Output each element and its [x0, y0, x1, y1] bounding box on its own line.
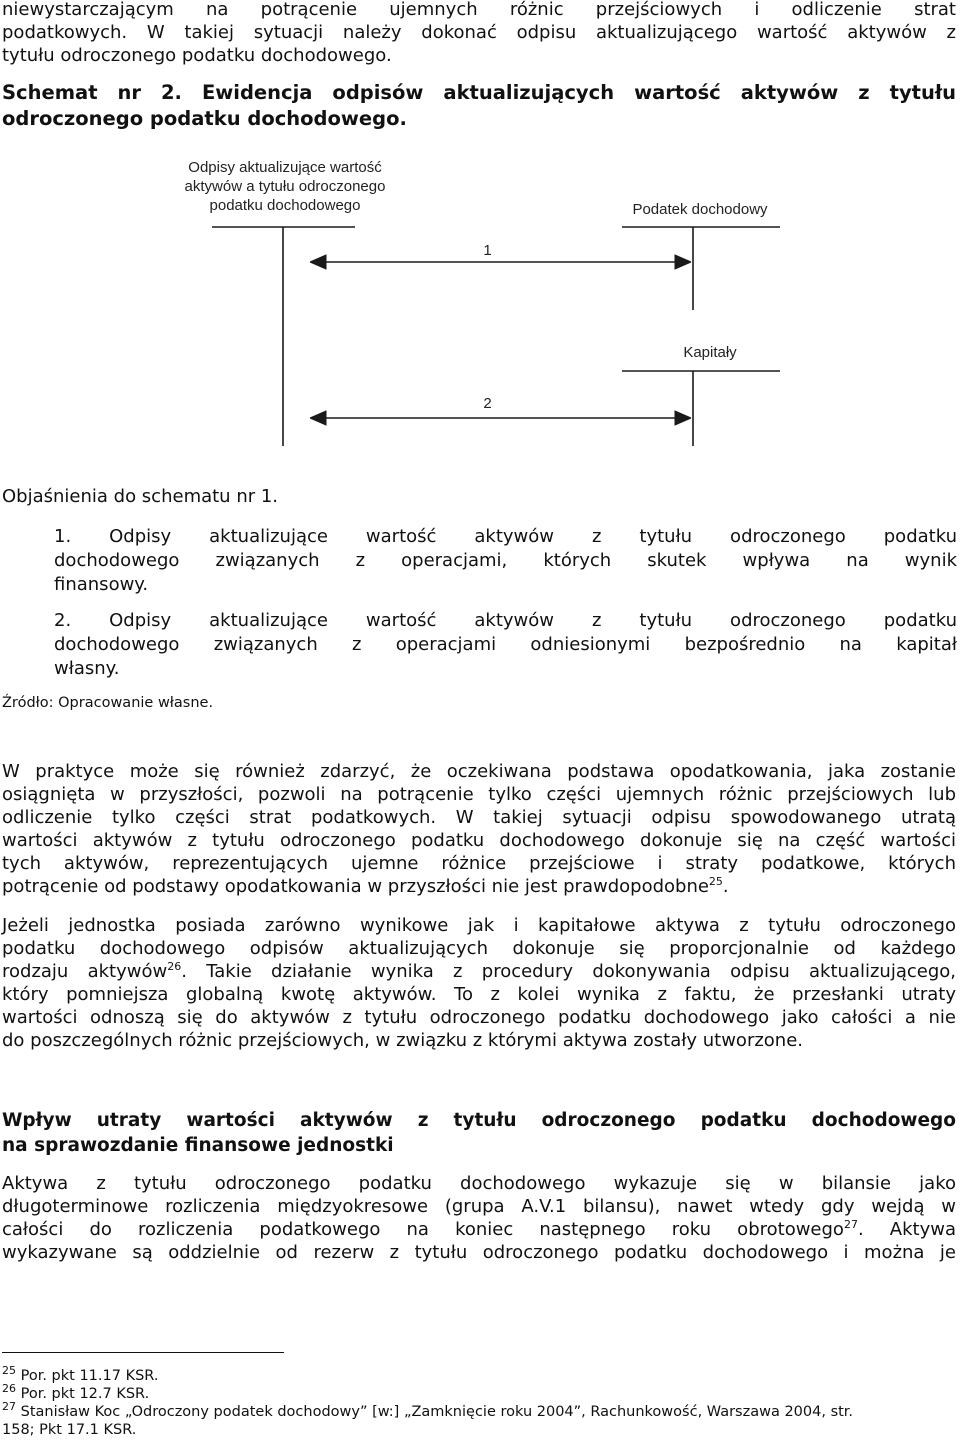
section-heading-line-2: na sprawozdanie finansowe jednostki	[2, 1135, 394, 1156]
account-tax-title: Podatek dochodowy	[632, 201, 768, 218]
practice-line-6-text: potrącenie od podstawy opodatkowania w przyszłości nie jest prawdopodobne	[2, 876, 709, 897]
footnote-number-26: 26	[2, 1382, 16, 1396]
both-line-2: podatku dochodowego odpisów aktualizujących dokonuje się proporcjonalnie od każdego	[2, 938, 956, 959]
top-paragraph-line-1: niewystarczającym na potrącenie ujemnych różnic przejściowych i odliczenie strat	[2, 0, 956, 20]
footnote-text-25: Por. pkt 11.17 KSR.	[20, 1368, 159, 1384]
top-paragraph-line-3: tytułu odroczonego podatku dochodowego.	[2, 45, 392, 66]
practice-line-6	[2, 875, 956, 898]
footnote-27-continued: 158; Pkt 17.1 KSR.	[2, 1422, 137, 1438]
footnote-separator	[2, 1352, 284, 1353]
both-line-4: który pomniejsza globalną kwotę aktywów. To z kolei wynika z faktu, że przesłanki utraty	[2, 984, 956, 1005]
source-note: Źródło: Opracowanie własne.	[2, 695, 214, 711]
footnote-27	[2, 1400, 956, 1421]
footnote-ref-25[interactable]: 25	[708, 875, 723, 888]
diagram-lines	[150, 150, 810, 455]
both-line-1: Jeżeli jednostka posiada zarówno wynikowe jak i kapitałowe aktywa z tytułu odroczonego	[2, 915, 956, 936]
top-paragraph-line-2: podatkowych. W takiej sytuacji należy dokonać odpisu aktualizującego wartość aktywów z	[2, 22, 956, 43]
both-line-3	[2, 960, 956, 983]
explanation-2-line-3: własny.	[54, 658, 120, 679]
section-line-2: długoterminowe rozliczenia międzyokresowe (grupa A.V.1 bilansu), nawet wtedy gdy wejdą w	[2, 1196, 956, 1217]
footnote-text-26: Por. pkt 12.7 KSR.	[20, 1386, 150, 1402]
schemat-title-line-2: odroczonego podatku dochodowego.	[2, 107, 407, 130]
account-left-title-line: podatku dochodowego	[209, 197, 361, 214]
practice-line-4: wartości aktywów z tytułu odroczonego podatku dochodowego dokonuje się na część wartości	[2, 830, 956, 851]
explanation-2-line-2: dochodowego związanych z operacjami odniesionymi bezpośrednio na kapitał	[54, 634, 957, 655]
arrow-1-head-right	[675, 255, 691, 269]
arrow-2-head-right	[675, 411, 691, 425]
section-line-1: Aktywa z tytułu odroczonego podatku dochodowego wykazuje się w bilansie jako	[2, 1173, 956, 1194]
practice-line-2: osiągnięta w przyszłości, pozwoli na potrącenie tylko części ujemnych różnic przejściowych lub	[2, 784, 956, 805]
explanations-heading: Objaśnienia do schematu nr 1.	[2, 486, 279, 507]
account-diagram	[150, 150, 810, 455]
schemat-title-line-1: Schemat nr 2. Ewidencja odpisów aktualizujących wartość aktywów z tytułu	[2, 81, 956, 104]
arrow-2-head-left	[310, 411, 326, 425]
both-line-3-before: rodzaju aktywów	[2, 961, 168, 982]
practice-line-5: tych aktywów, reprezentujących ujemne różnice przejściowe i straty podatkowe, których	[2, 853, 956, 874]
account-left-title-line: Odpisy aktualizujące wartość	[188, 159, 382, 176]
arrow-1-label: 1	[483, 242, 492, 259]
arrow-2-label: 2	[483, 395, 492, 412]
both-line-5: wartości odnoszą się do aktywów z tytułu odroczonego podatku dochodowego jako całości a nie	[2, 1007, 956, 1028]
practice-line-3: odliczenie tylko części strat podatkowych. W takiej sytuacji odpisu spowodowanego utratą	[2, 807, 956, 828]
explanation-2-line-1: 2. Odpisy aktualizujące wartość aktywów z tytułu odroczonego podatku	[54, 610, 957, 631]
footnote-number-25: 25	[2, 1364, 16, 1378]
footnote-ref-27[interactable]: 27	[843, 1218, 858, 1231]
section-line-3-after: . Aktywa	[857, 1219, 956, 1240]
arrow-1-head-left	[310, 255, 326, 269]
explanation-1-line-2: dochodowego związanych z operacjami, których skutek wpływa na wynik	[54, 550, 957, 571]
practice-line-1: W praktyce może się również zdarzyć, że oczekiwana podstawa opodatkowania, jaka zostanie	[2, 761, 956, 782]
explanation-1-line-1: 1. Odpisy aktualizujące wartość aktywów z tytułu odroczonego podatku	[54, 526, 957, 547]
section-heading-line-1: Wpływ utraty wartości aktywów z tytułu odroczonego podatku dochodowego	[2, 1110, 956, 1131]
footnote-number-27: 27	[2, 1400, 16, 1414]
section-line-3-before: całości do rozliczenia podatkowego na koniec następnego roku obrotowego	[2, 1219, 844, 1240]
footnote-26	[2, 1382, 956, 1403]
both-line-6: do poszczególnych różnic przejściowych, w związku z którymi aktywa zostały utworzone.	[2, 1030, 804, 1051]
account-capital-title: Kapitały	[683, 344, 737, 361]
explanation-1-line-3: finansowy.	[54, 574, 149, 595]
section-line-4: wykazywane są oddzielnie od rezerw z tytułu odroczonego podatku dochodowego i można je	[2, 1242, 956, 1263]
footnote-25	[2, 1364, 956, 1385]
account-left-title-line: aktywów a tytułu odroczonego	[184, 178, 386, 195]
footnote-text-27: Stanisław Koc „Odroczony podatek dochodowy” [w:] „Zamknięcie roku 2004”, Rachunkowość, Warszawa 2004, str.	[20, 1404, 854, 1420]
practice-line-6-end: .	[722, 876, 729, 897]
both-line-3-after: . Takie działanie wynika z procedury dokonywania odpisu aktualizującego,	[181, 961, 956, 982]
section-line-3	[2, 1218, 956, 1241]
footnote-ref-26[interactable]: 26	[167, 960, 182, 973]
